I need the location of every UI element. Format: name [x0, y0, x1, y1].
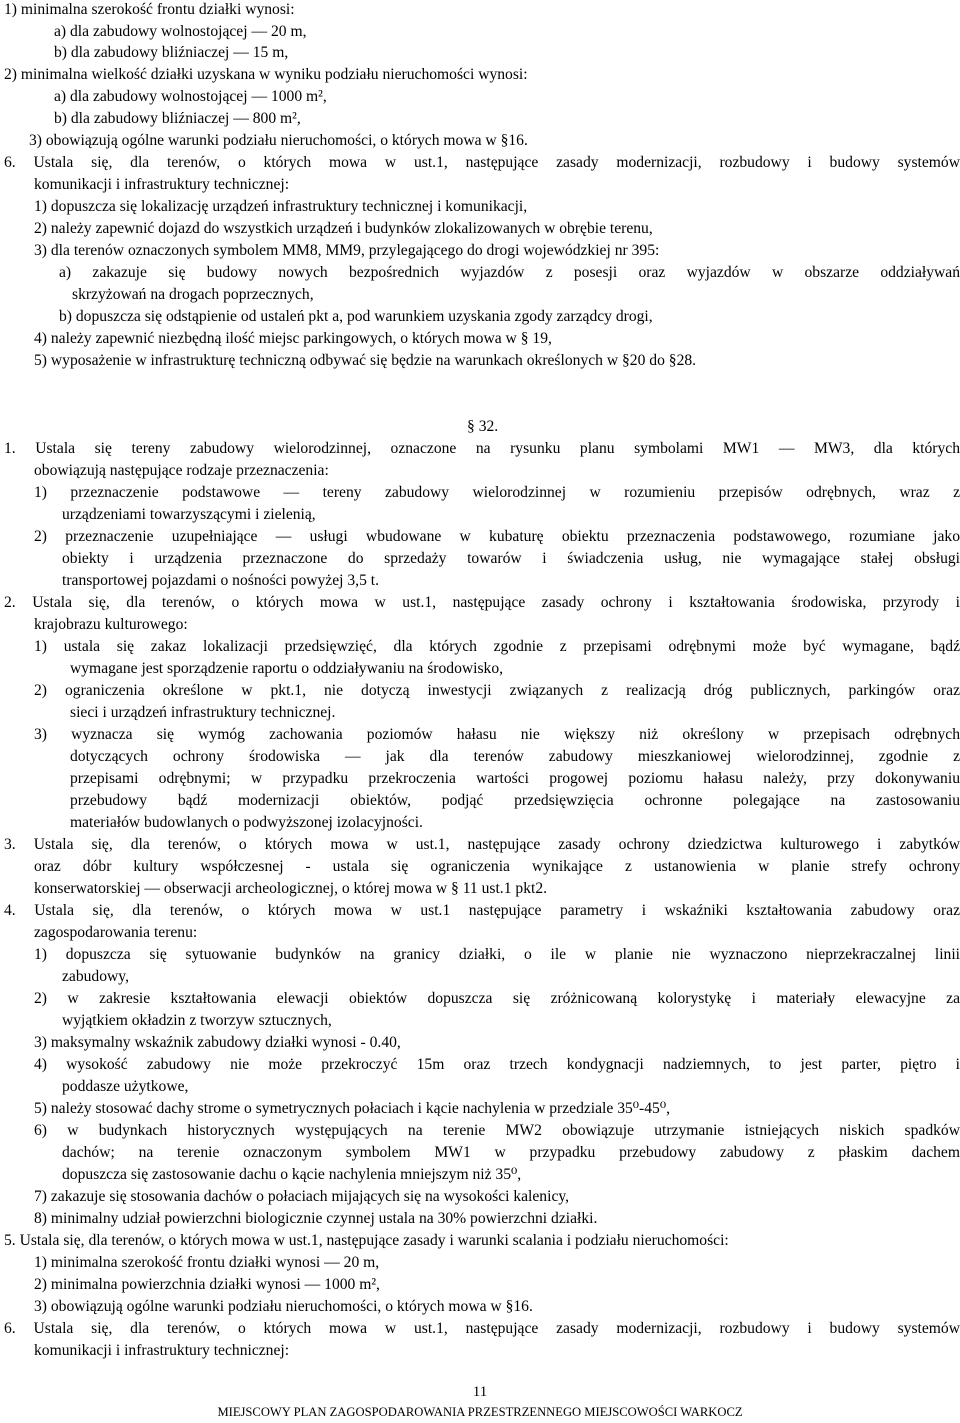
- text-line: 6. Ustala się, dla terenów, o których mowa w ust.1, następujące zasady modernizacji, rozbudowy i budowy systemów: [4, 154, 960, 171]
- text-line: 1) minimalna szerokość frontu działki wynosi — 20 m,: [34, 1254, 380, 1271]
- text-line: sieci i urządzeń infrastruktury technicznej.: [70, 704, 336, 721]
- text-line: 3) wyznacza się wymóg zachowania poziomów hałasu nie większy niż określony w przepisach odrębnych: [34, 726, 960, 743]
- text-line: dachów; na terenie oznaczonym symbolem MW1 w przypadku przebudowy zabudowy z płaskim dachem: [62, 1144, 960, 1161]
- text-line: 2) przeznaczenie uzupełniające — usługi wbudowane w kubaturę obiektu przeznaczenia podstawowego, rozumiane jako: [34, 528, 960, 545]
- text-line: wyjątkiem okładzin z tworzyw sztucznych,: [62, 1012, 332, 1029]
- text-line: § 32.: [467, 418, 499, 435]
- text-line: oraz dóbr kultury współczesnej - ustala się ograniczenia wynikające z ustanowienia w planie strefy ochrony: [34, 858, 960, 875]
- text-line: zabudowy,: [62, 968, 129, 985]
- text-line: 1) dopuszcza się lokalizację urządzeń infrastruktury technicznej i komunikacji,: [34, 198, 528, 215]
- text-line: materiałów budowlanych o podwyższonej izolacyjności.: [70, 814, 423, 831]
- text-line: zagospodarowania terenu:: [34, 924, 198, 941]
- text-line: 3) dla terenów oznaczonych symbolem MM8, MM9, przylegającego do drogi wojewódzkiej nr 395:: [34, 242, 660, 259]
- text-line: 1) minimalna szerokość frontu działki wynosi:: [4, 1, 295, 18]
- text-line: 8) minimalny udział powierzchni biologicznie czynnej ustala na 30% powierzchni działki.: [34, 1210, 598, 1227]
- text-line: komunikacji i infrastruktury technicznej:: [34, 176, 290, 193]
- text-line: skrzyżowań na drogach poprzecznych,: [72, 286, 314, 303]
- text-line: a) zakazuje się budowy nowych bezpośrednich wyjazdów z posesji oraz wyjazdów w obszarze oddziaływań: [59, 264, 960, 281]
- text-line: 7) zakazuje się stosowania dachów o połaciach mijających się na wysokości kalenicy,: [34, 1188, 570, 1205]
- text-line: 1) przeznaczenie podstawowe — tereny zabudowy wielorodzinnej w rozumieniu przepisów odrębnych, wraz z: [34, 484, 960, 501]
- text-line: 3. Ustala się, dla terenów, o których mowa w ust.1, następujące zasady ochrony dziedzictwa kulturowego i zabytków: [4, 836, 960, 853]
- text-line: 6) w budynkach historycznych występujących na terenie MW2 obowiązuje utrzymanie istniejących niskich spadków: [34, 1122, 960, 1139]
- text-line: b) dla zabudowy bliźniaczej — 15 m,: [54, 44, 289, 61]
- text-line: wymagane jest sporządzenie raportu o oddziaływaniu na środowisko,: [70, 660, 504, 677]
- text-line: konserwatorskiej — obserwacji archeologicznej, o której mowa w § 11 ust.1 pkt2.: [34, 880, 548, 897]
- text-line: 5) wyposażenie w infrastrukturę techniczną odbywać się będzie na warunkach określonych w §20 do §28.: [34, 352, 697, 369]
- text-line: dopuszcza się zastosowanie dachu o kącie nachylenia mniejszym niż 35⁰,: [62, 1166, 522, 1183]
- text-line: 6. Ustala się, dla terenów, o których mowa w ust.1, następujące zasady modernizacji, rozbudowy i budowy systemów: [4, 1320, 960, 1337]
- text-line: krajobrazu kulturowego:: [34, 616, 188, 633]
- text-line: b) dla zabudowy bliźniaczej — 800 m²,: [54, 110, 301, 127]
- page-number: 11: [472, 1384, 488, 1400]
- text-line: 2) należy zapewnić dojazd do wszystkich urządzeń i budynków zlokalizowanych w obrębie terenu,: [34, 220, 653, 237]
- text-line: 2) w zakresie kształtowania elewacji obiektów dopuszcza się zróżnicowaną kolorystykę i materiały elewacyjne za: [34, 990, 960, 1007]
- text-line: a) dla zabudowy wolnostojącej — 20 m,: [54, 23, 307, 40]
- text-line: 4) wysokość zabudowy nie może przekroczyć 15m oraz trzech kondygnacji nadziemnych, to jest parter, piętro i: [34, 1056, 960, 1073]
- text-line: 1. Ustala się tereny zabudowy wielorodzinnej, oznaczone na rysunku planu symbolami MW1 — MW3, dla których: [4, 440, 960, 457]
- text-line: poddasze użytkowe,: [62, 1078, 189, 1095]
- text-line: obowiązują następujące rodzaje przeznaczenia:: [34, 462, 329, 479]
- text-line: 1) ustala się zakaz lokalizacji przedsięwzięć, dla których zgodnie z przepisami odrębnymi może być wymagane, bądź: [34, 638, 960, 655]
- text-line: b) dopuszcza się odstąpienie od ustaleń pkt a, pod warunkiem uzyskania zgody zarządcy drogi,: [59, 308, 653, 325]
- text-line: obiekty i urządzenia przeznaczone do sprzedaży towarów i świadczenia usług, nie wymagające stałej obsługi: [62, 550, 960, 567]
- text-line: 4. Ustala się, dla terenów, o których mowa w ust.1 następujące parametry i wskaźniki kształtowania zabudowy oraz: [4, 902, 960, 919]
- text-line: 3) obowiązują ogólne warunki podziału nieruchomości, o których mowa w §16.: [29, 132, 528, 149]
- text-line: dotyczących ochrony środowiska — jak dla terenów zabudowy mieszkaniowej wielorodzinnej, zgodnie z: [70, 748, 960, 765]
- text-line: przebudowy bądź modernizacji obiektów, podjąć przedsięwzięcia ochronne polegające na zastosowaniu: [70, 792, 960, 809]
- text-line: a) dla zabudowy wolnostojącej — 1000 m²,: [54, 88, 327, 105]
- text-line: 1) dopuszcza się sytuowanie budynków na granicy działki, o ile w planie nie wyznaczono nieprzekraczalnej linii: [34, 946, 960, 963]
- text-line: 5) należy stosować dachy strome o symetrycznych połaciach i kącie nachylenia w przedziale 35⁰-45⁰,: [34, 1100, 670, 1117]
- text-line: 4) należy zapewnić niezbędną ilość miejsc parkingowych, o których mowa w § 19,: [34, 330, 552, 347]
- text-line: 2) ograniczenia określone w pkt.1, nie dotyczą inwestycji związanych z realizacją dróg publicznych, parkingów oraz: [34, 682, 960, 699]
- text-line: 3) maksymalny wskaźnik zabudowy działki wynosi - 0.40,: [34, 1034, 401, 1051]
- text-line: transportowej pojazdami o nośności powyżej 3,5 t.: [62, 572, 380, 589]
- footer-title: MIEJSCOWY PLAN ZAGOSPODAROWANIA PRZESTRZENNEGO MIEJSCOWOŚCI WARKOCZ: [217, 1405, 743, 1419]
- text-line: 2) minimalna powierzchnia działki wynosi — 1000 m²,: [34, 1276, 380, 1293]
- text-line: komunikacji i infrastruktury technicznej:: [34, 1342, 290, 1359]
- text-line: urządzeniami towarzyszącymi i zielenią,: [62, 506, 316, 523]
- text-line: 5. Ustala się, dla terenów, o których mowa w ust.1, następujące zasady i warunki scalania i podziału nieruchomości:: [4, 1232, 729, 1249]
- text-line: 2) minimalna wielkość działki uzyskana w wyniku podziału nieruchomości wynosi:: [4, 66, 528, 83]
- text-line: 3) obowiązują ogólne warunki podziału nieruchomości, o których mowa w §16.: [34, 1298, 533, 1315]
- text-line: 2. Ustala się, dla terenów, o których mowa w ust.1, następujące zasady ochrony i kształtowania środowiska, przyrody i: [4, 594, 960, 611]
- text-line: przepisami odrębnymi; w przypadku przekroczenia wartości progowej poziomu hałasu należy, przy dokonywaniu: [70, 770, 960, 787]
